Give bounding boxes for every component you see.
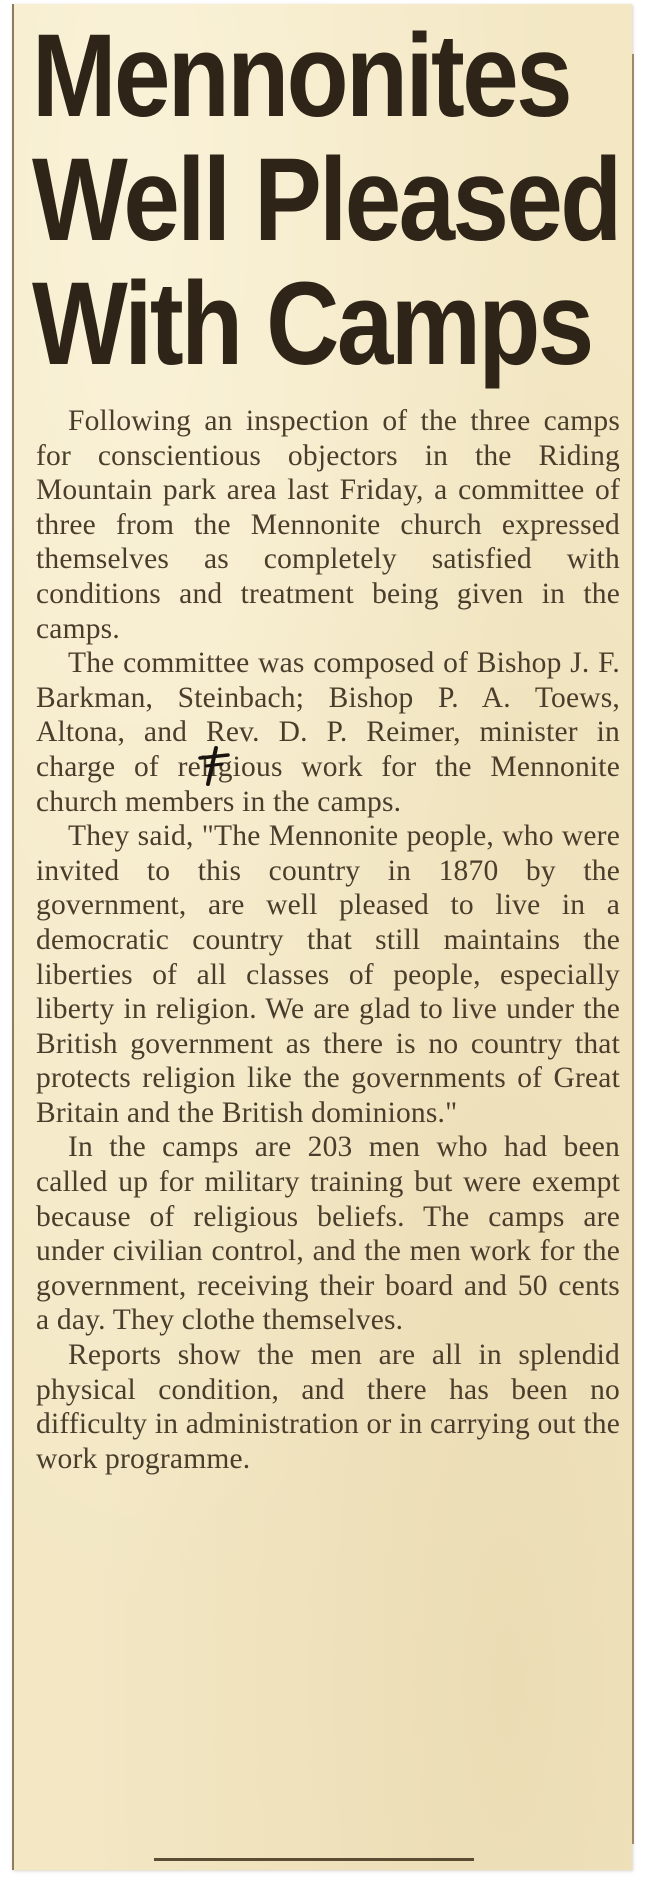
article-paragraph-2: The committee was composed of Bishop J. F. Barkman, Steinbach; Bishop P. A. Toews, Altona, and Rev. D. P. Reimer, minister in charge of religious work for the Mennonite church members in the camps. xyxy=(36,647,620,818)
newspaper-clipping xyxy=(12,4,632,1870)
headline-line-2: Well Pleased xyxy=(32,134,620,266)
article-paragraph-5: Reports show the men are all in splendid physical condition, and there has been no difficulty in administration or in carrying out the work programme. xyxy=(36,1339,620,1475)
column-rule xyxy=(632,54,634,1844)
article-paragraph-4: In the camps are 203 men who had been called up for military training but were exempt because of religious beliefs. The camps are under civilian control, and the men work for the government, receiving their board and 50 cents a day. They clothe themselves. xyxy=(36,1131,620,1337)
headline-line-1: Mennonites xyxy=(32,10,570,142)
article-body xyxy=(36,404,620,1476)
article-paragraph-3: They said, "The Mennonite people, who were invited to this country in 1870 by the government, are well pleased to live in a democratic country that still maintains the liberties of all classes of people, especially liberty in religion. We are glad to live under the British government as there is no country that protects religion like the governments of Great Britain and the British dominions." xyxy=(36,820,620,1129)
handwritten-pen-mark xyxy=(196,746,230,786)
headline xyxy=(32,10,620,390)
headline-line-3: With Camps xyxy=(32,258,592,390)
article-paragraph-1: Following an inspection of the three camps for conscientious objectors in the Riding Mountain park area last Friday, a committee of three from the Mennonite church expressed themselves as completely satisfied with conditions and treatment being given in the camps. xyxy=(36,405,620,645)
bottom-divider xyxy=(154,1858,474,1861)
